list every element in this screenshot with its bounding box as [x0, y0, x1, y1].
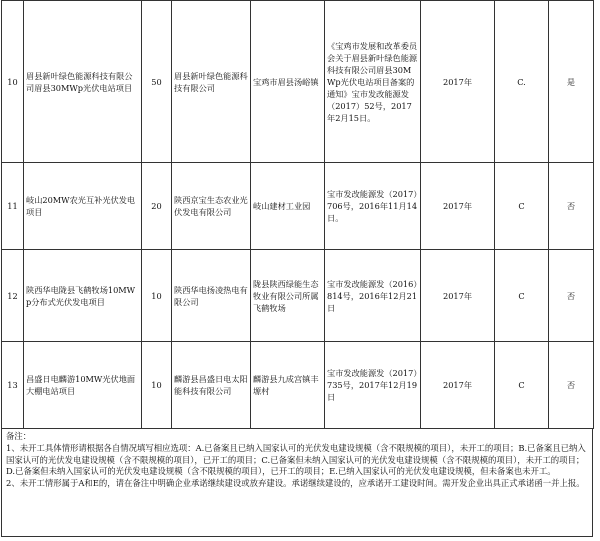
- notes-title: 备注：: [6, 431, 32, 441]
- filing-document: 宝市发改能源发（2017）735号，2017年12月19日: [325, 342, 421, 429]
- year-value: 2017年: [421, 163, 495, 250]
- project-name: 昌盛日电麟游10MW光伏地面大棚电站项目: [24, 342, 142, 429]
- category-value: C: [495, 163, 549, 250]
- row-number: 11: [2, 163, 24, 250]
- flag-value: 是: [549, 1, 594, 163]
- year-value: 2017年: [421, 1, 495, 163]
- row-number: 12: [2, 250, 24, 342]
- flag-value: 否: [549, 342, 594, 429]
- filing-document: 宝市发改能源发（2016）814号，2016年12月21日: [325, 250, 421, 342]
- enterprise-name: 麟游县昌盛日电太阳能科技有限公司: [172, 342, 251, 429]
- row-number: 10: [2, 1, 24, 163]
- filing-document: 宝市发改能源发（2017）706号，2016年11月14日。: [325, 163, 421, 250]
- capacity-value: 20: [142, 163, 172, 250]
- year-value: 2017年: [421, 342, 495, 429]
- capacity-value: 10: [142, 342, 172, 429]
- project-name: 岐山20MW农光互补光伏发电项目: [24, 163, 142, 250]
- project-location: 麟游县九成宫镇丰塬村: [251, 342, 325, 429]
- table-row: [2, 250, 594, 342]
- project-location: 宝鸡市眉县汤峪镇: [251, 1, 325, 163]
- flag-value: 否: [549, 163, 594, 250]
- flag-value: 否: [549, 250, 594, 342]
- category-value: C: [495, 250, 549, 342]
- project-name: 陕西华电陇县飞鹤牧场10MWp分布式光伏发电项目: [24, 250, 142, 342]
- year-value: 2017年: [421, 250, 495, 342]
- notes-block: [1, 428, 593, 537]
- enterprise-name: 陕西京宝生态农业光伏发电有限公司: [172, 163, 251, 250]
- table-row: [2, 342, 594, 429]
- capacity-value: 50: [142, 1, 172, 163]
- row-number: 13: [2, 342, 24, 429]
- notes-line-2: 2、未开工情形属于A和E的，请在备注中明确企业承诺继续建设或放弃建设。承诺继续建设的，应承诺开工建设时间。需开发企业出具正式承诺函一并上报。: [6, 478, 585, 489]
- filing-document: 《宝鸡市发展和改革委员会关于眉县新叶绿色能源科技有限公司眉县30MWp光伏电站项目备案的通知》宝市发改能源发（2017）52号，2017年2月15日。: [325, 1, 421, 163]
- table-row: [2, 163, 594, 250]
- enterprise-name: 眉县新叶绿色能源科技有限公司: [172, 1, 251, 163]
- project-location: 陇县陕西绿能生态牧业有限公司所属飞鹤牧场: [251, 250, 325, 342]
- table-row: [2, 1, 594, 163]
- notes-line-1: 1、未开工具体情形请根据各自情况填写相应选项：A.已备案且已纳入国家认可的光伏发电建设规模（含不限规模的项目），未开工的项目；B.已备案且已纳入国家认可的光伏发电建设规模（含不限规模的项目），已开工的项目；C.已备案但未纳入国家认可的光伏发电建设规模（含不限规模的项目），未开工的项目；D.已备案但未纳入国家认可的光伏发电建设规模（含不限规模的项目），已开工的项目；E.已纳入国家认可的光伏发电建设规模，但未备案也未开工。: [6, 442, 586, 477]
- category-value: C: [495, 342, 549, 429]
- category-value: C.: [495, 1, 549, 163]
- enterprise-name: 陕西华电扬凌热电有限公司: [172, 250, 251, 342]
- capacity-value: 10: [142, 250, 172, 342]
- project-table: [1, 0, 594, 429]
- project-name: 眉县新叶绿色能源科技有限公司眉县30MWp光伏电站项目: [24, 1, 142, 163]
- project-location: 岐山建材工业园: [251, 163, 325, 250]
